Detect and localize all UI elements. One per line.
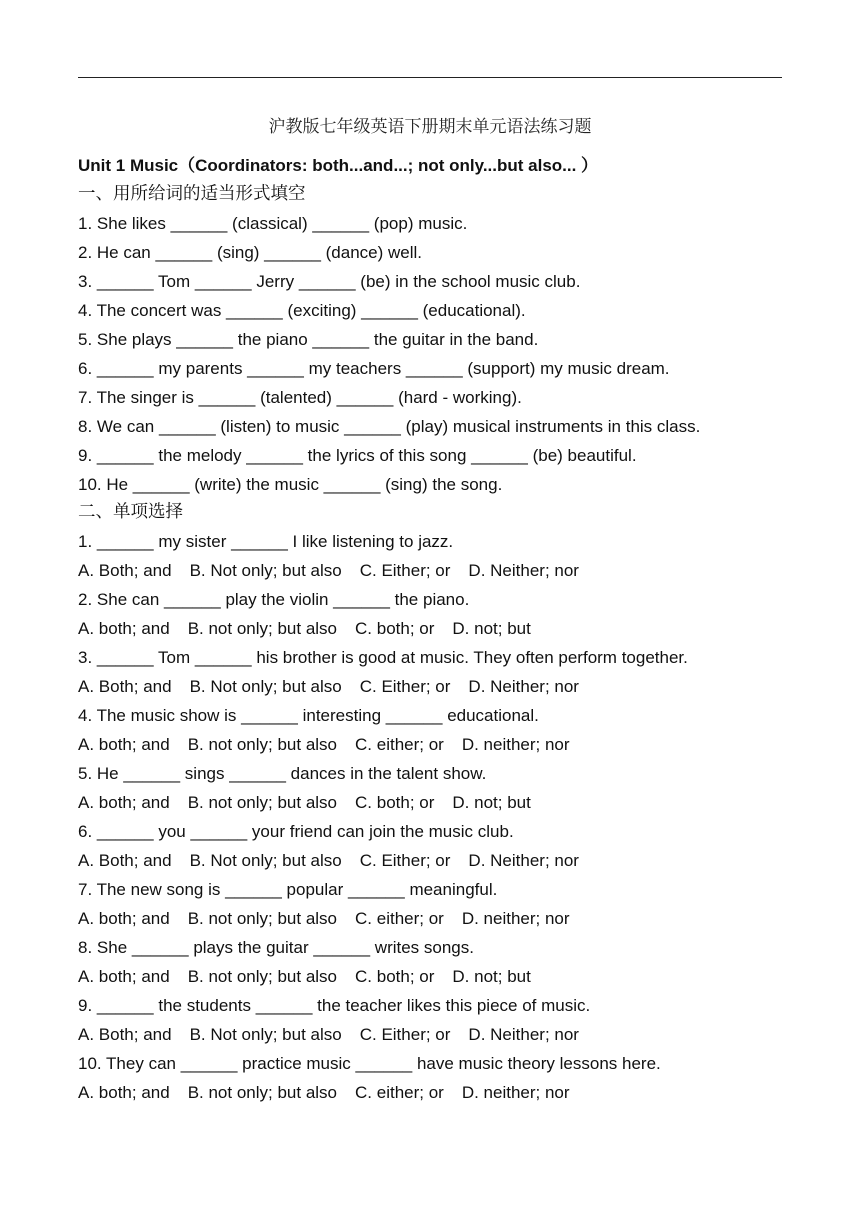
option-a: A. Both; and [78, 677, 172, 696]
option-b: B. not only; but also [187, 793, 338, 812]
fill-item-8: 8. We can ______ (listen) to music ______ (play) musical instruments in this class. [78, 417, 701, 436]
options-1 [78, 559, 579, 583]
document-title: 沪教版七年级英语下册期末单元语法练习题 [268, 117, 592, 137]
option-c: C. either; or [355, 1083, 444, 1102]
option-c: C. Either; or [359, 561, 451, 580]
options-3 [78, 675, 579, 699]
option-c: C. either; or [355, 735, 444, 754]
question-8: 8. She ______ plays the guitar ______ writes songs. [78, 938, 474, 957]
fill-item-6: 6. ______ my parents ______ my teachers ______ (support) my music dream. [78, 359, 670, 378]
fill-item-1: 1. She likes ______ (classical) ______ (pop) music. [78, 214, 468, 233]
fill-item-5: 5. She plays ______ the piano ______ the guitar in the band. [78, 330, 539, 349]
options-8 [78, 965, 531, 989]
option-d: D. Neither; nor [468, 561, 579, 580]
fill-item-4: 4. The concert was ______ (exciting) ______ (educational). [78, 301, 526, 320]
option-d: D. neither; nor [461, 735, 570, 754]
option-c: C. Either; or [359, 1025, 451, 1044]
header-rule [78, 77, 782, 78]
options-10 [78, 1081, 570, 1105]
fill-item-9: 9. ______ the melody ______ the lyrics of this song ______ (be) beautiful. [78, 446, 637, 465]
option-b: B. not only; but also [187, 909, 338, 928]
options-5 [78, 791, 531, 815]
option-a: A. both; and [78, 1083, 170, 1102]
option-d: D. Neither; nor [468, 851, 579, 870]
options-2 [78, 617, 531, 641]
option-d: D. neither; nor [461, 1083, 570, 1102]
option-c: C. Either; or [359, 677, 451, 696]
option-b: B. Not only; but also [189, 851, 342, 870]
option-a: A. Both; and [78, 1025, 172, 1044]
option-d: D. Neither; nor [468, 1025, 579, 1044]
option-d: D. Neither; nor [468, 677, 579, 696]
option-a: A. Both; and [78, 851, 172, 870]
option-b: B. Not only; but also [189, 1025, 342, 1044]
option-a: A. both; and [78, 967, 170, 986]
option-c: C. both; or [355, 793, 435, 812]
options-6 [78, 849, 579, 873]
options-4 [78, 733, 570, 757]
option-d: D. not; but [452, 793, 531, 812]
question-3: 3. ______ Tom ______ his brother is good at music. They often perform together. [78, 648, 688, 667]
option-a: A. Both; and [78, 561, 172, 580]
option-a: A. both; and [78, 909, 170, 928]
fill-item-3: 3. ______ Tom ______ Jerry ______ (be) in the school music club. [78, 272, 581, 291]
question-5: 5. He ______ sings ______ dances in the talent show. [78, 764, 487, 783]
option-b: B. Not only; but also [189, 677, 342, 696]
question-6: 6. ______ you ______ your friend can join the music club. [78, 822, 514, 841]
option-d: D. neither; nor [461, 909, 570, 928]
fill-item-10: 10. He ______ (write) the music ______ (sing) the song. [78, 475, 503, 494]
option-a: A. both; and [78, 793, 170, 812]
question-7: 7. The new song is ______ popular ______ meaningful. [78, 880, 498, 899]
fill-item-2: 2. He can ______ (sing) ______ (dance) well. [78, 243, 422, 262]
options-9 [78, 1023, 579, 1047]
question-4: 4. The music show is ______ interesting ______ educational. [78, 706, 539, 725]
option-c: C. both; or [355, 619, 435, 638]
option-c: C. either; or [355, 909, 444, 928]
unit-heading: Unit 1 Music（Coordinators: both...and...; not only...but also... ） [78, 156, 599, 175]
question-9: 9. ______ the students ______ the teacher likes this piece of music. [78, 996, 591, 1015]
options-7 [78, 907, 570, 931]
question-1: 1. ______ my sister ______ I like listening to jazz. [78, 532, 454, 551]
option-b: B. Not only; but also [189, 561, 342, 580]
option-d: D. not; but [452, 967, 531, 986]
option-a: A. both; and [78, 619, 170, 638]
section1-heading: 一、用所给词的适当形式填空 [78, 184, 306, 204]
option-c: C. Either; or [359, 851, 451, 870]
fill-item-7: 7. The singer is ______ (talented) ______ (hard - working). [78, 388, 522, 407]
option-d: D. not; but [452, 619, 531, 638]
option-b: B. not only; but also [187, 735, 338, 754]
question-2: 2. She can ______ play the violin ______ the piano. [78, 590, 470, 609]
option-b: B. not only; but also [187, 1083, 338, 1102]
option-c: C. both; or [355, 967, 435, 986]
section2-heading: 二、单项选择 [78, 502, 183, 522]
option-b: B. not only; but also [187, 967, 338, 986]
option-a: A. both; and [78, 735, 170, 754]
option-b: B. not only; but also [187, 619, 338, 638]
question-10: 10. They can ______ practice music ______ have music theory lessons here. [78, 1054, 661, 1073]
